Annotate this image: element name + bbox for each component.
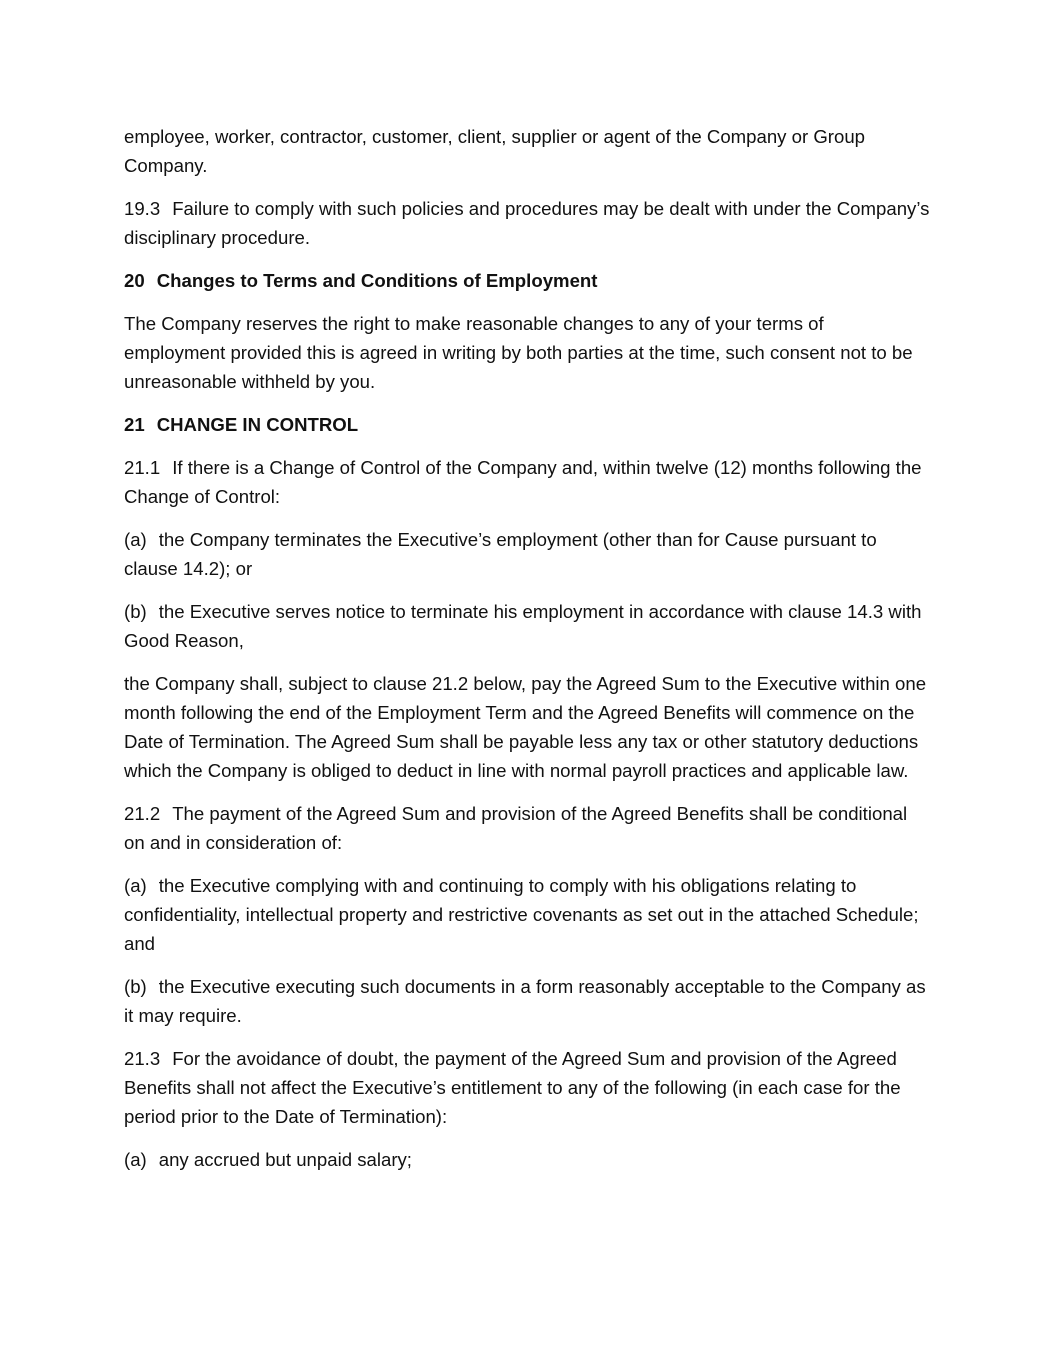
- clause-text: For the avoidance of doubt, the payment of the Agreed Sum and provision of the Agreed Benefits shall not affect the Executive’s entitlement to any of the following (in each case for the period prior to the Date of Termination):: [124, 1048, 901, 1127]
- clause-tail-text: the Company shall, subject to clause 21.2 below, pay the Agreed Sum to the Executive within one month following the end of the Employment Term and the Agreed Benefits will commence on the Date of Termination. The Agreed Sum shall be payable less any tax or other statutory deductions which the Company is obliged to deduct in line with normal payroll practices and applicable law.: [124, 673, 927, 781]
- item-label: (b): [124, 976, 147, 997]
- clause-21-1-tail: [124, 669, 930, 785]
- clause-21-2-item-a: [124, 871, 930, 958]
- section-title: CHANGE IN CONTROL: [156, 414, 359, 435]
- clause-text: Failure to comply with such policies and procedures may be dealt with under the Company’s disciplinary procedure.: [124, 198, 930, 248]
- clause-21-3: [124, 1044, 930, 1131]
- section-body-text: The Company reserves the right to make reasonable changes to any of your terms of employment provided this is agreed in writing by both parties at the time, such consent not to be unreasonable withheld by you.: [124, 313, 913, 392]
- continuation-paragraph: [124, 122, 930, 180]
- clause-21-2: [124, 799, 930, 857]
- section-number: 20: [124, 270, 145, 291]
- section-20-body: [124, 309, 930, 396]
- clause-21-3-item-a: [124, 1145, 930, 1174]
- clause-number: 19.3: [124, 198, 161, 219]
- section-20-heading: [124, 266, 930, 295]
- item-text: the Company terminates the Executive’s employment (other than for Cause pursuant to clause 14.2); or: [124, 529, 877, 579]
- clause-text: The payment of the Agreed Sum and provision of the Agreed Benefits shall be conditional on and in consideration of:: [124, 803, 908, 853]
- clause-number: 21.2: [124, 803, 161, 824]
- clause-21-1-item-a: [124, 525, 930, 583]
- item-label: (a): [124, 1149, 147, 1170]
- clause-19-3: [124, 194, 930, 252]
- clause-21-1: [124, 453, 930, 511]
- item-text: any accrued but unpaid salary;: [158, 1149, 412, 1170]
- item-text: the Executive serves notice to terminate his employment in accordance with clause 14.3 with Good Reason,: [124, 601, 922, 651]
- clause-text: If there is a Change of Control of the Company and, within twelve (12) months following the Change of Control:: [124, 457, 922, 507]
- section-title: Changes to Terms and Conditions of Employment: [156, 270, 598, 291]
- clause-number: 21.1: [124, 457, 161, 478]
- document-body: [124, 122, 930, 1188]
- continuation-text: employee, worker, contractor, customer, client, supplier or agent of the Company or Group Company.: [124, 126, 866, 176]
- clause-21-1-item-b: [124, 597, 930, 655]
- item-label: (a): [124, 529, 147, 550]
- clause-21-2-item-b: [124, 972, 930, 1030]
- item-text: the Executive executing such documents in a form reasonably acceptable to the Company as it may require.: [124, 976, 926, 1026]
- item-label: (b): [124, 601, 147, 622]
- section-21-heading: [124, 410, 930, 439]
- item-text: the Executive complying with and continuing to comply with his obligations relating to confidentiality, intellectual property and restrictive covenants as set out in the attached Schedule; and: [124, 875, 919, 954]
- section-number: 21: [124, 414, 145, 435]
- clause-number: 21.3: [124, 1048, 161, 1069]
- item-label: (a): [124, 875, 147, 896]
